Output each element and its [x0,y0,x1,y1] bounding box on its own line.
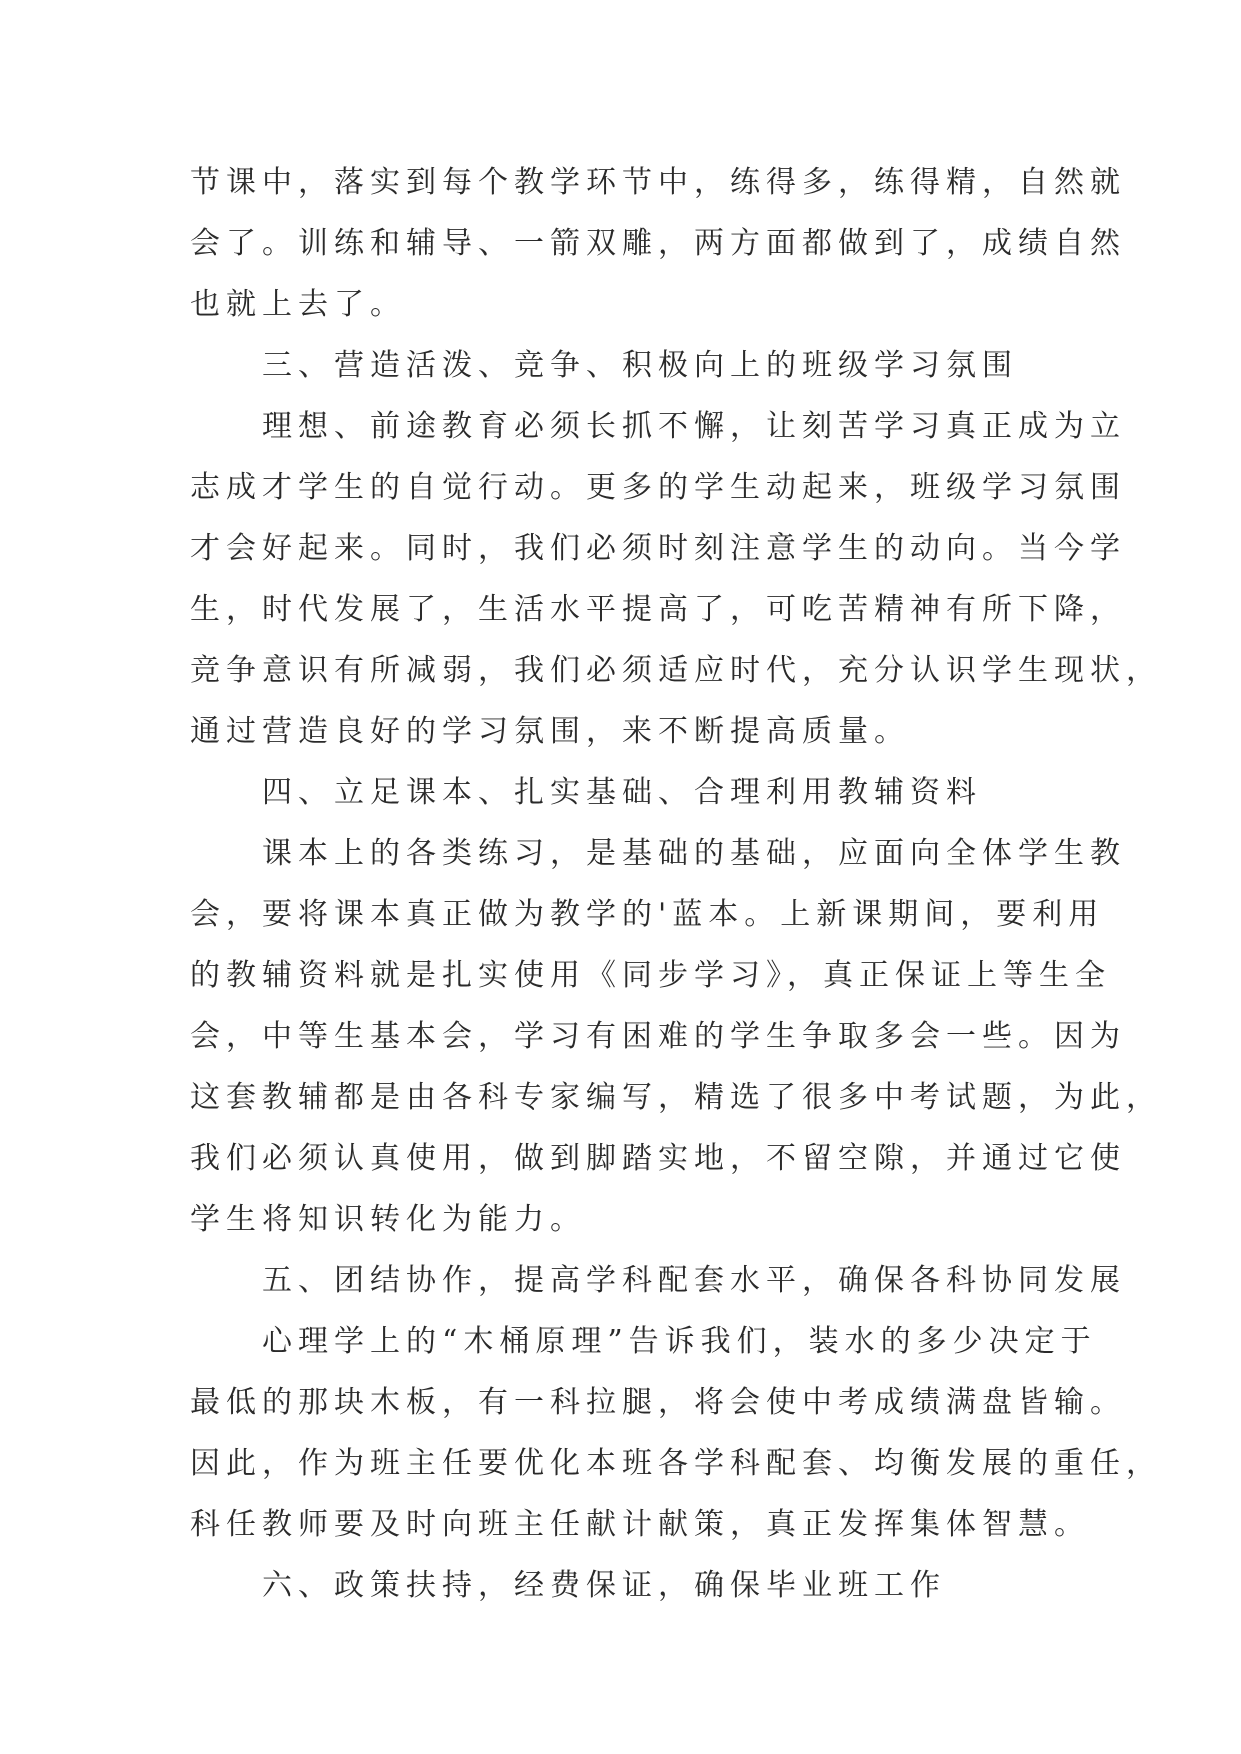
section-heading: 五、团结协作，提高学科配套水平，确保各科协同发展 [190,1263,1126,1298]
text-line: 生，时代发展了，生活水平提高了，可吃苦精神有所下降， [190,592,1126,627]
text-line: 志成才学生的自觉行动。更多的学生动起来，班级学习氛围 [190,470,1126,505]
document-body [190,152,1162,1616]
text-line: 会，要将课本真正做为教学的'蓝本。上新课期间，要利用 [190,897,1105,932]
text-line: 学生将知识转化为能力。 [190,1202,586,1237]
text-line: 这套教辅都是由各科专家编写，精选了很多中考试题，为此， [190,1080,1162,1115]
section-heading: 四、立足课本、扎实基础、合理利用教辅资料 [190,775,982,810]
text-line: 节课中，落实到每个教学环节中，练得多，练得精，自然就 [190,165,1126,200]
text-line: 也就上去了。 [190,287,406,322]
text-line: 会，中等生基本会，学习有困难的学生争取多会一些。因为 [190,1019,1126,1054]
text-line: 才会好起来。同时，我们必须时刻注意学生的动向。当今学 [190,531,1126,566]
text-line: 因此，作为班主任要优化本班各学科配套、均衡发展的重任， [190,1446,1162,1481]
text-line: 的教辅资料就是扎实使用《同步学习》，真正保证上等生全 [190,958,1111,993]
text-line: 会了。训练和辅导、一箭双雕，两方面都做到了，成绩自然 [190,226,1126,261]
text-line: 我们必须认真使用，做到脚踏实地，不留空隙，并通过它使 [190,1141,1126,1176]
text-line: 课本上的各类练习，是基础的基础，应面向全体学生教 [190,836,1126,871]
section-heading: 六、政策扶持，经费保证，确保毕业班工作 [190,1568,946,1603]
text-line: 理想、前途教育必须长抓不懈，让刻苦学习真正成为立 [190,409,1126,444]
text-line: 心理学上的“木桶原理”告诉我们，装水的多少决定于 [190,1324,1097,1359]
text-line: 通过营造良好的学习氛围，来不断提高质量。 [190,714,910,749]
text-line: 最低的那块木板，有一科拉腿，将会使中考成绩满盘皆输。 [190,1385,1126,1420]
text-line: 科任教师要及时向班主任献计献策，真正发挥集体智慧。 [190,1507,1090,1542]
section-heading: 三、营造活泼、竞争、积极向上的班级学习氛围 [190,348,1018,383]
text-line: 竞争意识有所减弱，我们必须适应时代，充分认识学生现状， [190,653,1162,688]
